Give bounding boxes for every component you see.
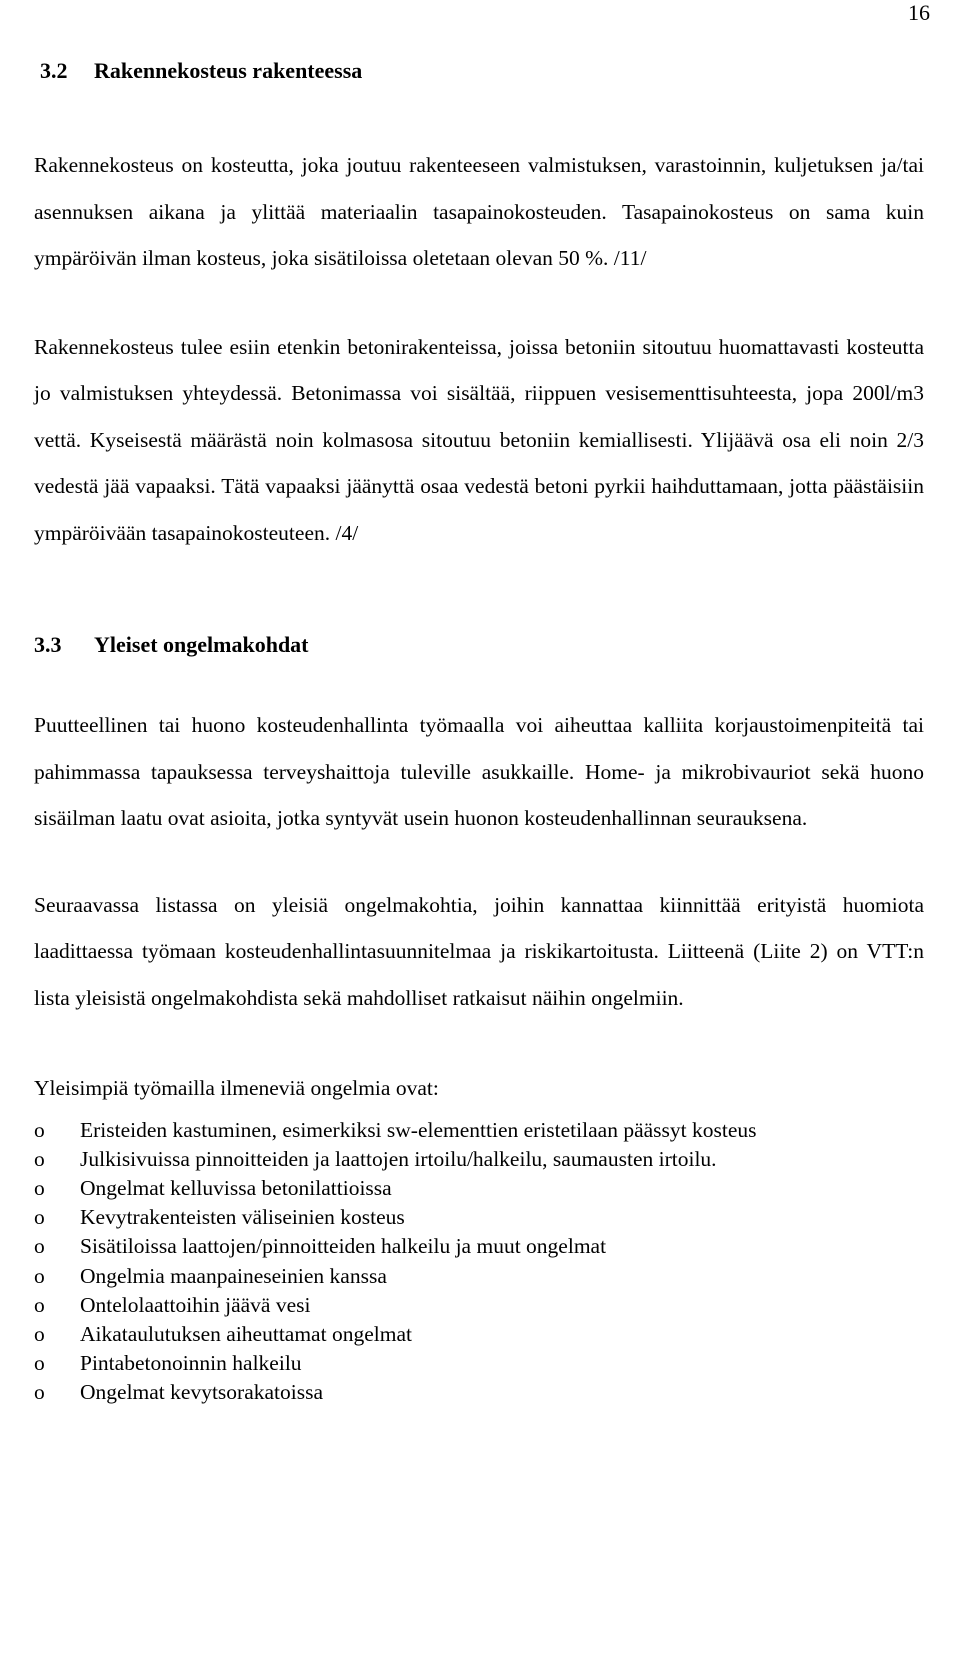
list-item-text: Ongelmia maanpaineseinien kanssa <box>80 1263 387 1288</box>
list-intro: Yleisimpiä työmailla ilmeneviä ongelmia ovat: <box>34 1076 439 1100</box>
page-number: 16 <box>908 0 930 25</box>
paragraph-moisture-management: Puutteellinen tai huono kosteudenhallinta työmaalla voi aiheuttaa kalliita korjaustoimenpiteitä tai pahimmassa tapauksessa terveyshaittoja tuleville asukkaille. Home- ja mikrobivauriot sekä huono sisäilman laatu ovat asioita, jotka syntyvät usein huonon kosteudenhallinnan seurauksena. <box>34 713 924 830</box>
list-item-text: Sisätiloissa laattojen/pinnoitteiden halkeilu ja muut ongelmat <box>80 1234 607 1259</box>
list-item-text: Aikataulutuksen aiheuttamat ongelmat <box>80 1321 412 1346</box>
section-title: Rakennekosteus rakenteessa <box>94 58 363 83</box>
list-item-text: Pintabetonoinnin halkeilu <box>80 1351 302 1376</box>
bullet-marker: o <box>34 1351 45 1376</box>
page-content <box>34 56 924 1408</box>
paragraph-structural-moisture-definition: Rakennekosteus on kosteutta, joka joutuu rakenteeseen valmistuksen, varastoinnin, kuljetuksen ja/tai asennuksen aikana ja ylittää materiaalin tasapainokosteuden. Tasapainokosteus on sama kuin ympäröivän ilman kosteus, joka sisätiloissa oletetaan olevan 50 %. /11/ <box>34 153 924 270</box>
bullet-marker: o <box>34 1175 45 1200</box>
list-item <box>34 1116 924 1145</box>
list-item-text: Kevytrakenteisten väliseinien kosteus <box>80 1205 405 1230</box>
list-item <box>34 1349 924 1378</box>
section-heading-3-2 <box>34 56 924 86</box>
bullet-marker: o <box>34 1117 45 1142</box>
list-item <box>34 1262 924 1291</box>
problem-list <box>34 1116 924 1408</box>
section-heading-3-3 <box>34 630 924 660</box>
list-item-text: Ontelolaattoihin jäävä vesi <box>80 1292 311 1317</box>
list-item-text: Ongelmat kelluvissa betonilattioissa <box>80 1175 392 1200</box>
list-item <box>34 1378 924 1407</box>
section-number: 3.3 <box>34 632 62 657</box>
list-item <box>34 1232 924 1261</box>
bullet-marker: o <box>34 1321 45 1346</box>
bullet-marker: o <box>34 1234 45 1259</box>
list-item-text: Ongelmat kevytsorakatoissa <box>80 1380 324 1405</box>
bullet-marker: o <box>34 1292 45 1317</box>
list-item <box>34 1203 924 1232</box>
section-title: Yleiset ongelmakohdat <box>94 632 309 657</box>
bullet-marker: o <box>34 1205 45 1230</box>
list-item-text: Eristeiden kastuminen, esimerkiksi sw-elementtien eristetilaan päässyt kosteus <box>80 1117 757 1142</box>
paragraph-problem-list-intro: Seuraavassa listassa on yleisiä ongelmakohtia, joihin kannattaa kiinnittää erityistä huomiota laadittaessa työmaan kosteudenhallintasuunnitelmaa ja riskikartoitusta. Liitteenä (Liite 2) on VTT:n lista yleisistä ongelmakohdista sekä mahdolliset ratkaisut näihin ongelmiin. <box>34 892 924 1010</box>
list-item <box>34 1174 924 1203</box>
paragraph-concrete-moisture: Rakennekosteus tulee esiin etenkin betonirakenteissa, joissa betoniin sitoutuu huomattavasti kosteutta jo valmistuksen yhteydessä. Betonimassa voi sisältää, riippuen vesisementtisuhteesta, jopa 200l/m3 vettä. Kyseisestä määrästä noin kolmasosa sitoutuu betoniin kemiallisesti. Ylijäävä osa eli noin 2/3 vedestä jää vapaaksi. Tätä vapaaksi jäänyttä osaa vedestä betoni pyrkii haihduttamaan, jotta päästäisiin ympäröivään tasapainokosteuteen. /4/ <box>34 334 924 545</box>
list-item <box>34 1291 924 1320</box>
list-item-text: Julkisivuissa pinnoitteiden ja laattojen irtoilu/halkeilu, saumausten irtoilu. <box>80 1146 717 1171</box>
list-item <box>34 1145 924 1174</box>
bullet-marker: o <box>34 1263 45 1288</box>
list-item <box>34 1320 924 1349</box>
bullet-marker: o <box>34 1146 45 1171</box>
bullet-marker: o <box>34 1380 45 1405</box>
section-number: 3.2 <box>40 58 68 83</box>
